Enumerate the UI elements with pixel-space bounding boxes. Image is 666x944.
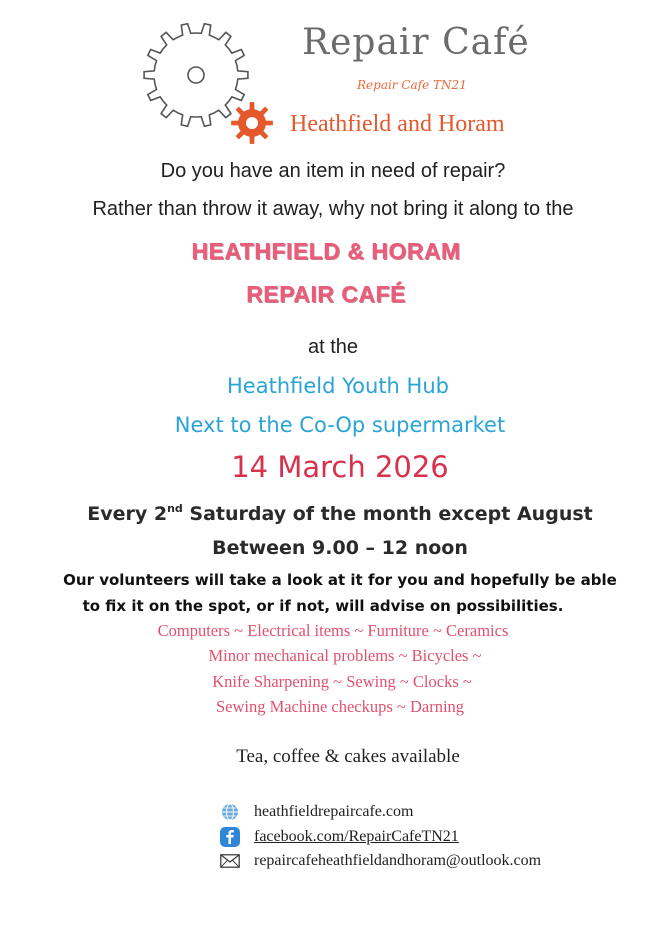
brand-subtitle: Repair Cafe TN21 xyxy=(357,78,467,92)
envelope-icon xyxy=(218,851,242,871)
intro-invitation: Rather than throw it away, why not bring it along to the xyxy=(92,198,574,220)
schedule-prefix: Every 2 xyxy=(87,503,168,525)
brand-location: Heathfield and Horam xyxy=(290,111,505,137)
contact-facebook[interactable] xyxy=(218,826,459,848)
facebook-icon xyxy=(218,827,242,847)
venue-landmark: Next to the Co-Op supermarket xyxy=(174,413,506,437)
cafe-name-line1: HEATHFIELD & HORAM xyxy=(191,238,461,264)
services-line: Knife Sharpening ~ Sewing ~ Clocks ~ xyxy=(212,672,472,691)
at-the-label: at the xyxy=(307,336,359,358)
website-link[interactable]: heathfieldrepaircafe.com xyxy=(254,803,414,820)
facebook-link[interactable]: facebook.com/RepairCafeTN21 xyxy=(254,828,459,845)
cafe-name-line2: REPAIR CAFÉ xyxy=(246,281,406,307)
small-gear-accent xyxy=(231,102,273,144)
logo-gears xyxy=(128,20,288,145)
venue-name: Heathfield Youth Hub xyxy=(227,374,449,398)
refreshments-note: Tea, coffee & cakes available xyxy=(236,746,460,767)
globe-icon xyxy=(218,802,242,822)
schedule-rest: Saturday of the month except August xyxy=(182,503,593,525)
volunteers-line1: Our volunteers will take a look at it for you and hopefully be able xyxy=(63,571,617,589)
volunteers-line2: to fix it on the spot, or if not, will advise on possibilities. xyxy=(82,597,564,615)
large-gear-outline xyxy=(144,24,248,127)
schedule-ordinal: nd xyxy=(167,502,183,515)
contact-email[interactable] xyxy=(218,850,541,872)
intro-question: Do you have an item in need of repair? xyxy=(160,160,506,182)
schedule-frequency xyxy=(0,502,666,525)
services-line: Computers ~ Electrical items ~ Furniture ~ Ceramics xyxy=(157,621,509,640)
brand-script-title: Repair Café xyxy=(302,22,530,63)
schedule-hours: Between 9.00 – 12 noon xyxy=(212,537,468,559)
event-date: 14 March 2026 xyxy=(231,450,449,484)
services-line: Sewing Machine checkups ~ Darning xyxy=(215,697,465,716)
email-address[interactable]: repaircafeheathfieldandhoram@outlook.com xyxy=(254,852,542,869)
contact-website[interactable] xyxy=(218,801,413,823)
services-line: Minor mechanical problems ~ Bicycles ~ xyxy=(208,646,482,665)
